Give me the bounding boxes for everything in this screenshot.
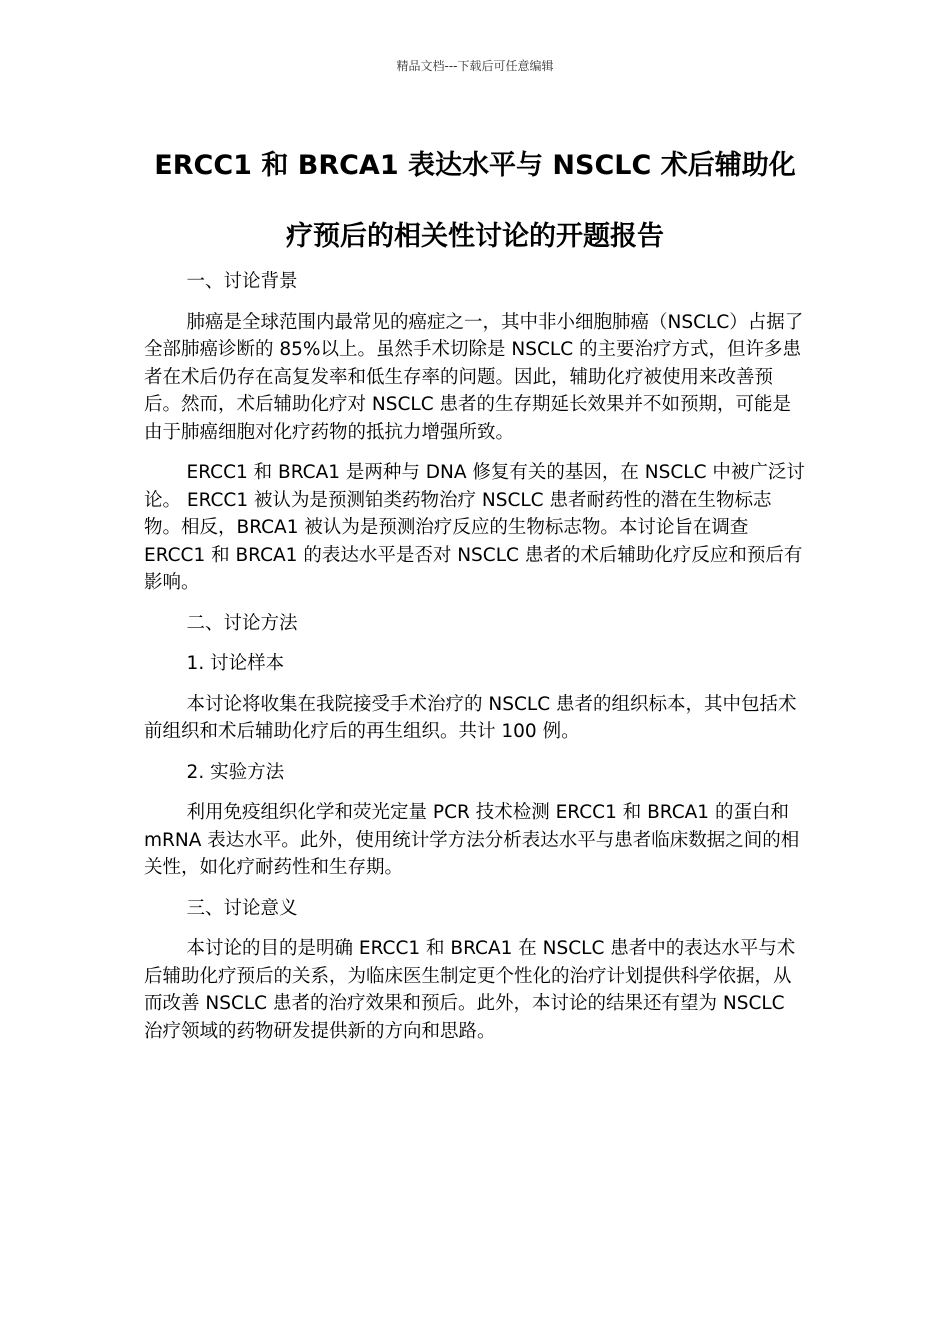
subheading-sample: 1. 讨论样本 (186, 653, 285, 674)
page-header: 精品文档---下载后可任意编辑 (396, 59, 554, 73)
section-heading-method: 二、讨论方法 (186, 612, 298, 634)
paragraph: 利用免疫组织化学和荧光定量 PCR 技术检测 ERCC1 和 BRCA1 的蛋白和 mRNA 表达水平。此外，使用统计学方法分析表达水平与患者临床数据之间的相关性，如化疗耐药性和生存期。 (144, 802, 800, 878)
subheading-experiment: 2. 实验方法 (186, 761, 285, 783)
paragraph: 肺癌是全球范围内最常见的癌症之一，其中非小细胞肺癌（NSCLC）占据了全部肺癌诊断的 85%以上。虽然手术切除是 NSCLC 的主要治疗方式，但许多患者在术后仍存在高复发率和低生存率的问题。因此，辅助化疗被使用来改善预后。然而，术后辅助化疗对 NSCLC 患者的生存期延长效果并不如预期，可能是由于肺癌细胞对化疗药物的抵抗力增强所致。 (144, 311, 804, 443)
section-heading-background: 一、讨论背景 (186, 271, 298, 292)
title-line-1: ERCC1 和 BRCA1 表达水平与 NSCLC 术后辅助化 (154, 150, 796, 181)
section-heading-significance: 三、讨论意义 (186, 897, 298, 919)
document-body (144, 268, 808, 1058)
paragraph: 本讨论的目的是明确 ERCC1 和 BRCA1 在 NSCLC 患者中的表达水平与术后辅助化疗预后的关系，为临床医生制定更个性化的治疗计划提供科学依据，从而改善 NSCLC 患者的治疗效果和预后。此外，本讨论的结果还有望为 NSCLC 治疗领域的药物研发提供新的方向和思路。 (144, 938, 796, 1042)
title-line-2: 疗预后的相关性讨论的开题报告 (286, 221, 664, 252)
paragraph: 本讨论将收集在我院接受手术治疗的 NSCLC 患者的组织标本，其中包括术前组织和术后辅助化疗后的再生组织。共计 100 例。 (144, 693, 797, 742)
document-title (100, 130, 850, 272)
paragraph: ERCC1 和 BRCA1 是两种与 DNA 修复有关的基因，在 NSCLC 中被广泛讨论。 ERCC1 被认为是预测铂类药物治疗 NSCLC 患者耐药性的潜在生物标志物。相反，BRCA1 被认为是预测治疗反应的生物标志物。本讨论旨在调查 ERCC1 和 BRCA1 的表达水平是否对 NSCLC 患者的术后辅助化疗反应和预后有影响。 (144, 462, 805, 593)
